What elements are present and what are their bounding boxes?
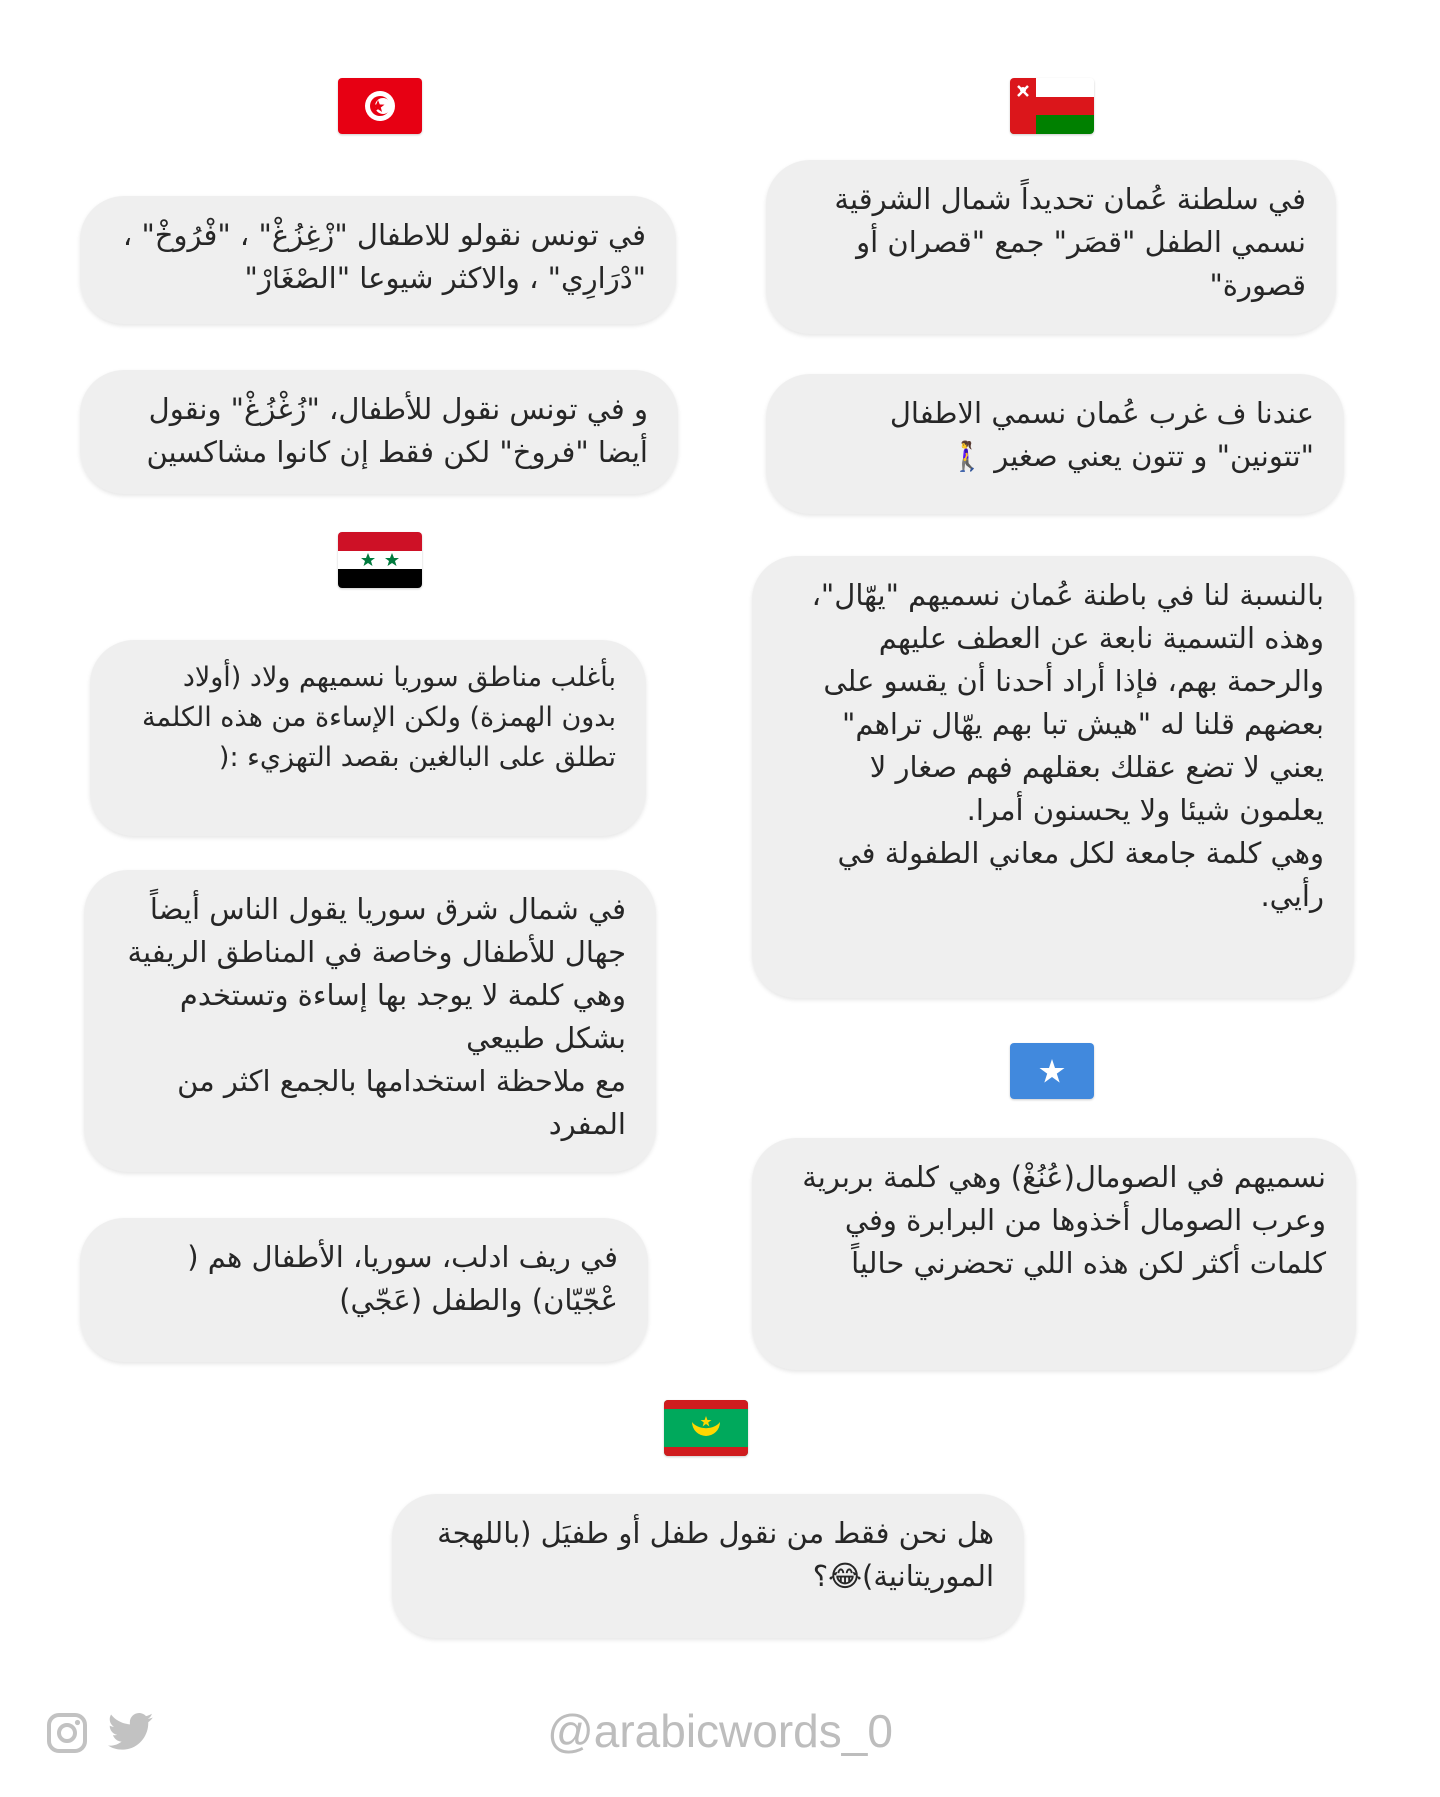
oman-comment-2: عندنا ف غرب عُمان نسمي الاطفال "تتونين" و تتون يعني صغير 🚶‍♀️ (766, 374, 1344, 514)
tunisia-flag (338, 78, 422, 134)
oman-flag (1010, 78, 1094, 134)
syria-comment-1: بأغلب مناطق سوريا نسميهم ولاد (أولاد بدون الهمزة) ولكن الإساءة من هذه الكلمة تطلق على البالغين بقصد التهزيء :( (90, 640, 646, 836)
syria-comment-3: في ريف ادلب، سوريا، الأطفال هم ( عْجّيّان) والطفل (عَجّي) (80, 1218, 648, 1362)
tunisia-comment-1: في تونس نقولو للاطفال "زْغِزُغْ" ، "فْرُوخْ" ، "دْرَارِي" ، والاكثر شيوعا "الصْغَارْ" (80, 196, 676, 324)
tunisia-comment-2: و في تونس نقول للأطفال، "زُغْزُغْ" ونقول أيضا "فروخ" لكن فقط إن كانوا مشاكسين (80, 370, 678, 494)
somalia-flag (1010, 1043, 1094, 1099)
somalia-comment-1: نسميهم في الصومال(عُنُغْ) وهي كلمة بربرية وعرب الصومال أخذوها من البرابرة وفي كلمات أكثر لكن هذه اللي تحضرني حالياً (752, 1138, 1356, 1370)
syria-comment-2: في شمال شرق سوريا يقول الناس أيضاً جهال للأطفال وخاصة في المناطق الريفية وهي كلمة لا يوجد بها إساءة وتستخدم بشكل طبيعي مع ملاحظة استخدامها بالجمع اكثر من المفرد (84, 870, 656, 1172)
mauritania-comment: هل نحن فقط من نقول طفل أو طفيَل (باللهجة الموريتانية)😂؟ (392, 1494, 1024, 1638)
oman-comment-3: بالنسبة لنا في باطنة عُمان نسميهم "يهّال"، وهذه التسمية نابعة عن العطف عليهم والرحمة بهم، فإذا أراد أحدنا أن يقسو على بعضهم قلنا له "هيش تبا بهم يهّال تراهم" يعني لا تضع عقلك بعقلهم فهم صغار لا يعلمون شيئا ولا يحسنون أمرا. وهي كلمة جامعة لكل معاني الطفولة في رأيي. (752, 556, 1354, 998)
syria-flag (338, 532, 422, 588)
oman-comment-1: في سلطنة عُمان تحديداً شمال الشرقية نسمي الطفل "قصَر" جمع "قصران أو قصورة" (766, 160, 1336, 334)
account-handle: @arabicwords_0 (547, 1705, 893, 1757)
mauritania-flag (664, 1400, 748, 1456)
